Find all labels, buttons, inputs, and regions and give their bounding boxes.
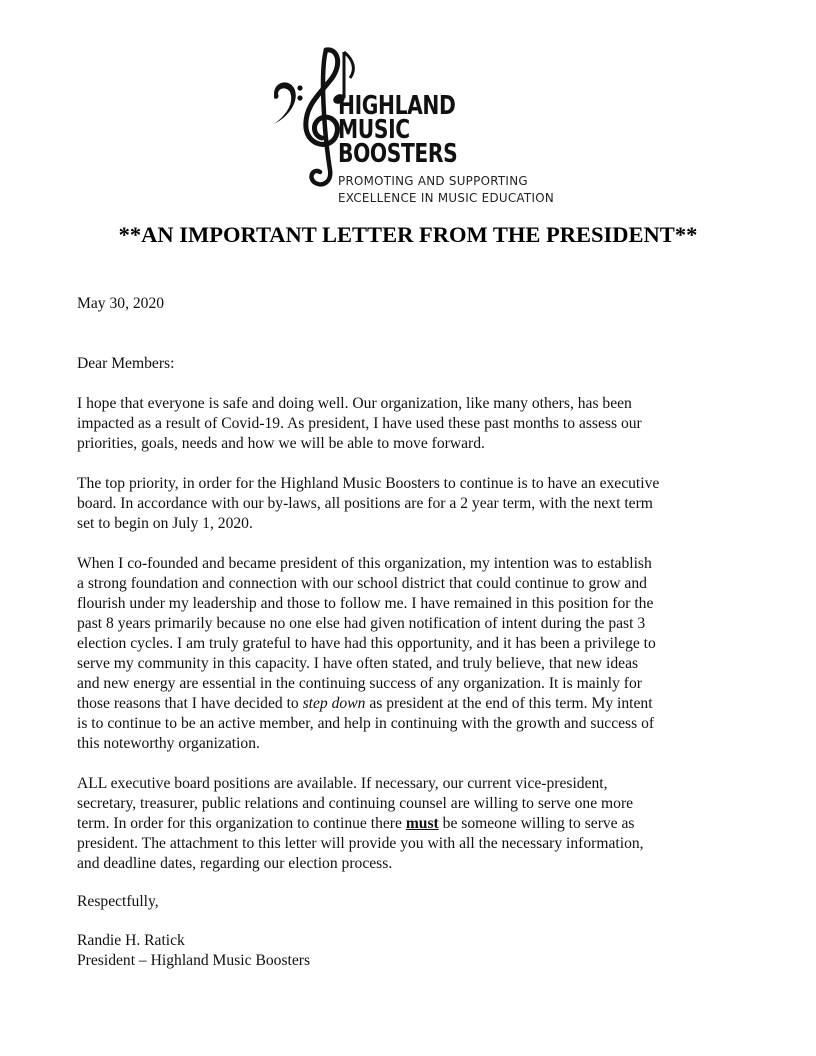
- paragraph-line: past 8 years primarily because no one else had given notification of intent during the past 3: [77, 615, 646, 632]
- paragraph-line: The top priority, in order for the Highland Music Boosters to continue is to have an executive: [77, 475, 660, 492]
- paragraph-line: priorities, goals, needs and how we will be able to move forward.: [77, 435, 485, 452]
- paragraph-3: [77, 554, 742, 754]
- signature-name: Randie H. Ratick: [77, 932, 185, 949]
- paragraph-line: board. In accordance with our by-laws, all positions are for a 2 year term, with the next term: [77, 495, 653, 512]
- text-run: be someone willing to serve as: [438, 815, 635, 832]
- paragraph-line: president. The attachment to this letter will provide you with all the necessary information,: [77, 835, 644, 852]
- paragraph-2: [77, 474, 742, 534]
- text-run: those reasons that I have decided to: [77, 695, 303, 712]
- paragraph-line: I hope that everyone is safe and doing well. Our organization, like many others, has been: [77, 395, 632, 412]
- paragraph-line: is to continue to be an active member, and help in continuing with the growth and success of: [77, 715, 655, 732]
- logo-line-boosters: BOOSTERS: [338, 139, 458, 169]
- emphasis-step-down: step down: [302, 695, 366, 712]
- paragraph-line: [77, 814, 742, 834]
- paragraph-line: and deadline dates, regarding our election process.: [77, 855, 393, 872]
- paragraph-line: ALL executive board positions are available. If necessary, our current vice-president,: [77, 775, 608, 792]
- paragraph-line: this noteworthy organization.: [77, 735, 260, 752]
- paragraph-line: and new energy are essential in the continuing success of any organization. It is mainly for: [77, 675, 642, 692]
- signature-block: [77, 931, 742, 971]
- paragraph-line: election cycles. I am truly grateful to have had this opportunity, and it has been a privilege to: [77, 635, 656, 652]
- paragraph-line: impacted as a result of Covid-19. As president, I have used these past months to assess our: [77, 415, 642, 432]
- paragraph-line: set to begin on July 1, 2020.: [77, 515, 253, 532]
- logo-tagline: [338, 172, 565, 206]
- paragraph-line: [77, 694, 742, 714]
- closing: Respectfully,: [77, 893, 159, 910]
- paragraph-line: When I co-founded and became president of this organization, my intention was to establish: [77, 555, 652, 572]
- paragraph-line: serve my community in this capacity. I have often stated, and truly believe, that new ideas: [77, 655, 639, 672]
- logo-tagline-line-1: PROMOTING AND SUPPORTING: [338, 173, 528, 188]
- letter-date: May 30, 2020: [77, 295, 165, 312]
- text-run: term. In order for this organization to continue there: [77, 815, 406, 832]
- signature-title: President – Highland Music Boosters: [77, 952, 311, 969]
- paragraph-line: secretary, treasurer, public relations and continuing counsel are willing to serve one more: [77, 795, 634, 812]
- paragraph-line: flourish under my leadership and those to follow me. I have remained in this position for the: [77, 595, 654, 612]
- paragraph-4: [77, 774, 742, 874]
- logo-line-highland: HIGHLAND: [338, 91, 456, 121]
- organization-logo: [268, 42, 558, 212]
- logo-line-music: MUSIC: [338, 115, 410, 145]
- logo-wordmark: [338, 91, 491, 169]
- text-run: as president at the end of this term. My intent: [365, 695, 653, 712]
- logo-tagline-line-2: EXCELLENCE IN MUSIC EDUCATION: [338, 190, 555, 205]
- salutation: Dear Members:: [77, 355, 175, 372]
- paragraph-line: a strong foundation and connection with our school district that could continue to grow and: [77, 575, 647, 592]
- letter-heading: **AN IMPORTANT LETTER FROM THE PRESIDENT**: [118, 222, 698, 247]
- emphasis-must: must: [405, 815, 439, 832]
- paragraph-1: [77, 394, 742, 454]
